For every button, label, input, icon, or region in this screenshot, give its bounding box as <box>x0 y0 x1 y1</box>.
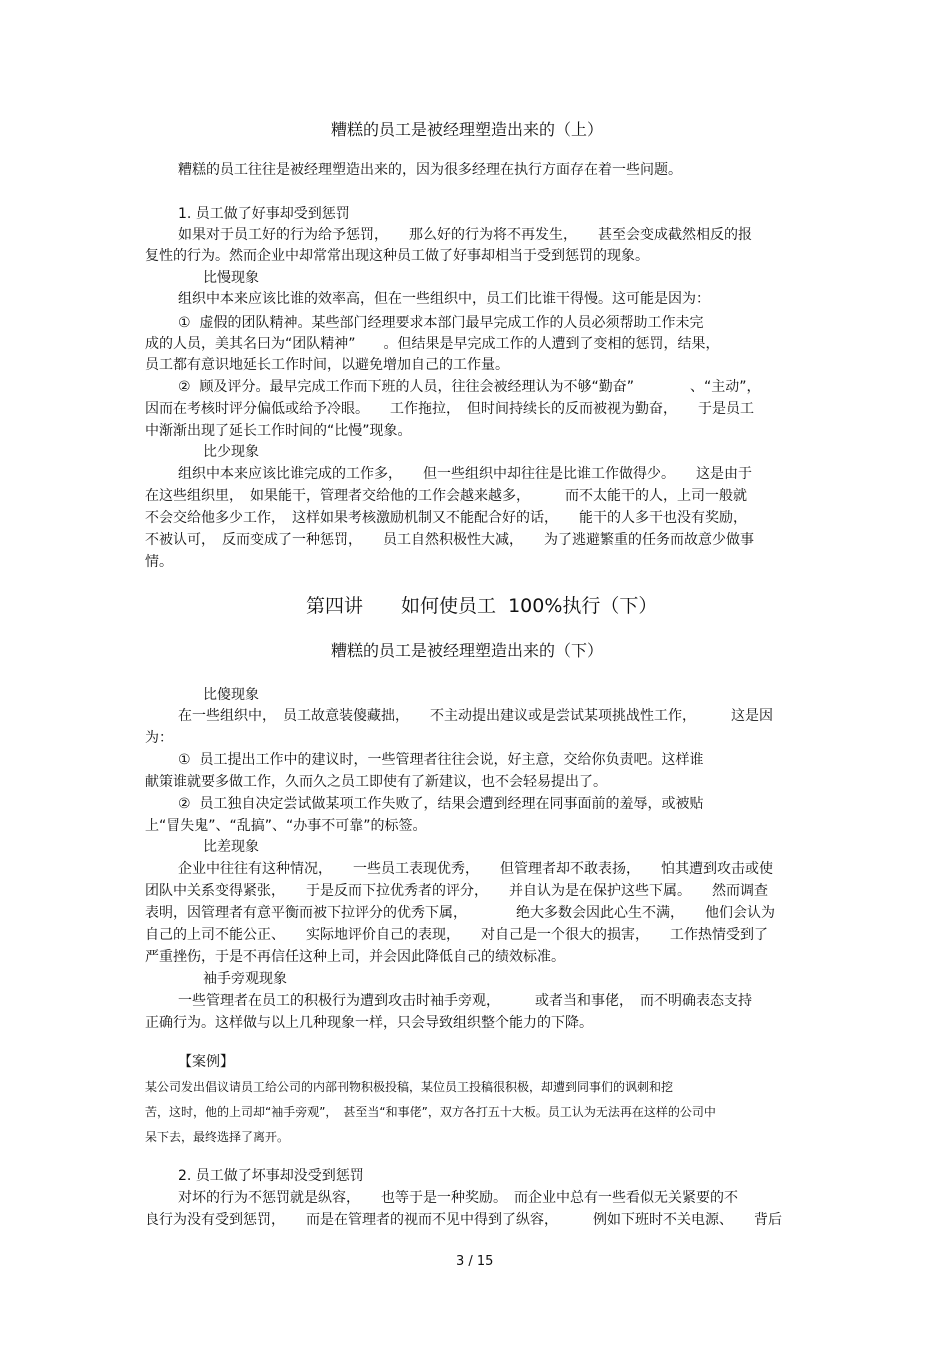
paragraph-line: 在一些组织中， 员工故意装傻藏拙， 不主动提出建议或是尝试某项挑战性工作， 这是因 <box>178 708 773 724</box>
case-line: 呆下去，最终选择了离开。 <box>145 1130 290 1144</box>
intro-paragraph: 糟糕的员工往往是被经理塑造出来的，因为很多经理在执行方面存在着一些问题。 <box>178 162 682 178</box>
paragraph-line: 组织中本来应该比谁的效率高，但在一些组织中，员工们比谁干得慢。这可能是因为： <box>178 291 710 307</box>
paragraph-line: 组织中本来应该比谁完成的工作多， 但一些组织中却往往是比谁工作做得少。 这是由于 <box>178 466 752 482</box>
paragraph-line: 表明，因管理者有意平衡而被下拉评分的优秀下属， 绝大多数会因此心生不满， 他们会认为 <box>145 905 775 921</box>
paragraph-line: 复性的行为。然而企业中却常常出现这种员工做了好事却相当于受到惩罚的现象。 <box>145 248 649 264</box>
list-item-line: 成的人员，美其名曰为“团队精神” 。但结果是早完成工作的人遭到了变相的惩罚，结果， <box>145 336 720 352</box>
paragraph-line: 自己的上司不能公正、 实际地评价自己的表现， 对自己是一个很大的损害， 工作热情受到了 <box>145 927 768 943</box>
worse-heading: 比差现象 <box>203 839 259 855</box>
list-item-line: ① 员工提出工作中的建议时，一些管理者往往会说，好主意，交给你负责吧。这样谁 <box>178 752 704 768</box>
page-number: 3 / 15 <box>456 1254 494 1269</box>
title-lower: 糟糕的员工是被经理塑造出来的（下） <box>331 641 604 660</box>
paragraph-line: 严重挫伤，于是不再信任这种上司，并会因此降低自己的绩效标准。 <box>145 949 565 965</box>
paragraph-line: 正确行为。这样做与以上几种现象一样，只会导致组织整个能力的下降。 <box>145 1015 593 1031</box>
paragraph-line: 不被认可， 反而变成了一种惩罚， 员工自然积极性大减， 为了逃避繁重的任务而故意少做事 <box>145 532 754 548</box>
list-item-line: 员工都有意识地延长工作时间，以避免增加自己的工作量。 <box>145 357 509 373</box>
paragraph-line: 为： <box>145 730 173 746</box>
bystand-heading: 袖手旁观现象 <box>203 971 287 987</box>
paragraph-line: 团队中关系变得紧张， 于是反而下拉优秀者的评分， 并自认为是在保护这些下属。 然而调查 <box>145 883 768 899</box>
case-heading: 【案例】 <box>178 1054 234 1070</box>
paragraph-line: 情。 <box>145 554 173 570</box>
case-line: 某公司发出倡议请员工给公司的内部刊物积极投稿，某位员工投稿很积极，却遭到同事们的讽刺和挖 <box>145 1080 674 1094</box>
lecture-title: 第四讲 如何使员工 100%执行（下） <box>306 595 658 617</box>
paragraph-line: 如果对于员工好的行为给予惩罚， 那么好的行为将不再发生， 甚至会变成截然相反的报 <box>178 227 752 243</box>
list-item-line: ② 顾及评分。最早完成工作而下班的人员，往往会被经理认为不够“勤奋” 、“主动”， <box>178 379 761 395</box>
list-item-line: 因而在考核时评分偏低或给予冷眼。 工作拖拉， 但时间持续长的反而被视为勤奋， 于是员工 <box>145 401 754 417</box>
slow-heading: 比慢现象 <box>203 270 259 286</box>
section2-heading: 2. 员工做了坏事却没受到惩罚 <box>178 1168 364 1184</box>
section1-heading: 1. 员工做了好事却受到惩罚 <box>178 206 350 222</box>
case-line: 苦，这时，他的上司却“袖手旁观”， 甚至当“和事佬”，双方各打五十大板。员工认为无法再在这样的公司中 <box>145 1105 716 1119</box>
list-item-line: ② 员工独自决定尝试做某项工作失败了，结果会遭到经理在同事面前的羞辱，或被贴 <box>178 796 704 812</box>
dumb-heading: 比傻现象 <box>203 687 259 703</box>
paragraph-line: 一些管理者在员工的积极行为遭到攻击时袖手旁观， 或者当和事佬， 而不明确表态支持 <box>178 993 752 1009</box>
list-item-line: 中渐渐出现了延长工作时间的“比慢”现象。 <box>145 423 412 439</box>
less-heading: 比少现象 <box>203 444 259 460</box>
list-item-line: 上“冒失鬼”、“乱搞”、“办事不可靠”的标签。 <box>145 818 427 834</box>
list-item-line: 献策谁就要多做工作，久而久之员工即使有了新建议，也不会轻易提出了。 <box>145 774 607 790</box>
paragraph-line: 对坏的行为不惩罚就是纵容， 也等于是一种奖励。 而企业中总有一些看似无关紧要的不 <box>178 1190 738 1206</box>
list-item-line: ① 虚假的团队精神。某些部门经理要求本部门最早完成工作的人员必须帮助工作未完 <box>178 315 704 331</box>
paragraph-line: 良行为没有受到惩罚， 而是在管理者的视而不见中得到了纵容， 例如下班时不关电源、 背后 <box>145 1212 782 1228</box>
paragraph-line: 企业中往往有这种情况， 一些员工表现优秀， 但管理者却不敢表扬， 怕其遭到攻击或使 <box>178 861 773 877</box>
paragraph-line: 不会交给他多少工作， 这样如果考核激励机制又不能配合好的话， 能干的人多干也没有奖励， <box>145 510 747 526</box>
paragraph-line: 在这些组织里， 如果能干，管理者交给他的工作会越来越多， 而不太能干的人，上司一般就 <box>145 488 747 504</box>
title-upper: 糟糕的员工是被经理塑造出来的（上） <box>331 120 604 139</box>
